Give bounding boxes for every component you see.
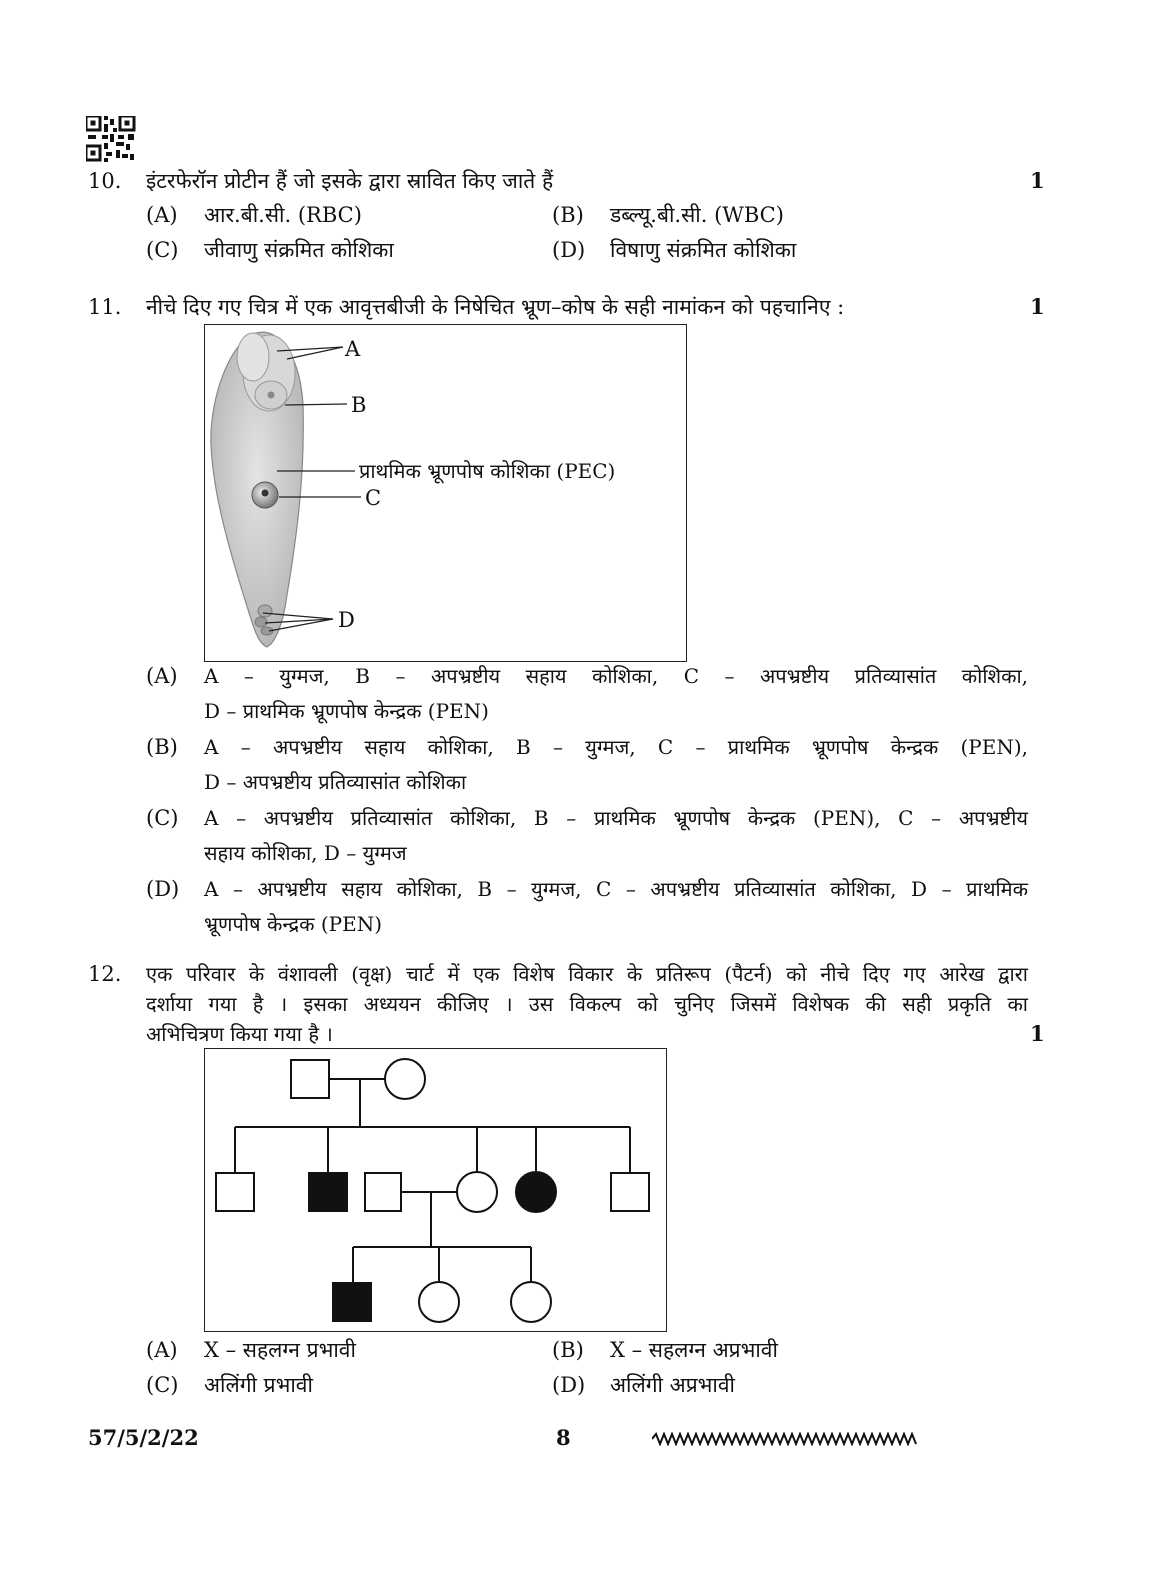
figure-label-d: D <box>338 608 355 632</box>
embryo-sac-figure <box>204 324 687 662</box>
question-10-marks: 1 <box>1030 168 1045 193</box>
daughter-1-carrier-female <box>457 1172 497 1212</box>
pedigree-diagram <box>205 1049 666 1331</box>
son-2-affected-male <box>309 1173 347 1211</box>
option-text: X – सहलग्न अप्रभावी <box>610 1338 778 1362</box>
option-line-1: A – अपभ्रष्टीय प्रतिव्यासांत कोशिका, B – प्राथमिक भ्रूणपोष केन्द्रक (PEN), C – अपभ्रष्टीय <box>204 806 1028 830</box>
qr-code-icon <box>86 116 136 162</box>
option-label: (A) <box>146 664 178 688</box>
son-3-unaffected-male <box>611 1173 649 1211</box>
option-line-2: भ्रूणपोष केन्द्रक (PEN) <box>204 912 383 936</box>
option-text: विषाणु संक्रमित कोशिका <box>610 238 797 262</box>
option-line-2: D – अपभ्रष्टीय प्रतिव्यासांत कोशिका <box>204 770 467 794</box>
question-12-line-2: दर्शाया गया है । इसका अध्ययन कीजिए । उस विकल्प को चुनिए जिसमें विशेषक की सही प्रकृति का <box>146 992 1028 1016</box>
option-label: (C) <box>146 1373 179 1397</box>
q10-option-d <box>552 236 797 264</box>
q12-option-b <box>552 1336 778 1364</box>
option-label: (C) <box>146 238 179 262</box>
q11-option-a <box>146 659 1028 729</box>
option-label: (D) <box>146 877 180 901</box>
q10-option-c <box>146 236 394 264</box>
page-number: 8 <box>556 1425 571 1450</box>
option-line-1: A – अपभ्रष्टीय सहाय कोशिका, B – युग्मज, C – प्राथमिक भ्रूणपोष केन्द्रक (PEN), <box>204 735 1028 759</box>
option-label: (D) <box>552 1373 586 1397</box>
option-line-2: D – प्राथमिक भ्रूणपोष केन्द्रक (PEN) <box>204 699 489 723</box>
option-line-1: A – युग्मज, B – अपभ्रष्टीय सहाय कोशिका, C – अपभ्रष्टीय प्रतिव्यासांत कोशिका, <box>204 664 1028 688</box>
q12-option-d <box>552 1371 735 1399</box>
question-10-number: 10. <box>88 169 122 193</box>
figure-label-pec: प्राथमिक भ्रूणपोष कोशिका (PEC) <box>359 459 616 483</box>
option-text: आर.बी.सी. (RBC) <box>204 203 362 227</box>
question-11-marks: 1 <box>1030 294 1045 319</box>
question-12-number: 12. <box>88 962 122 986</box>
granddaughter-2-unaffected-female <box>511 1282 551 1322</box>
q10-option-b <box>552 201 784 229</box>
daughter-2-affected-female <box>516 1172 556 1212</box>
wavy-line-decoration <box>652 1432 918 1446</box>
grandmother-unaffected-female <box>385 1059 425 1099</box>
option-text: X – सहलग्न प्रभावी <box>204 1338 356 1362</box>
grandson-affected-male <box>333 1283 371 1321</box>
question-12-line-1: एक परिवार के वंशावली (वृक्ष) चार्ट में एक विशेष विकार के प्रतिरूप (पैटर्न) को नीचे दिए गए आरेख द्वारा <box>146 962 1028 986</box>
option-label: (C) <box>146 806 179 830</box>
grandfather-unaffected-male <box>291 1060 329 1098</box>
figure-label-a: A <box>345 337 361 361</box>
option-label: (A) <box>146 1338 178 1362</box>
pedigree-chart <box>204 1048 667 1332</box>
option-label: (B) <box>146 735 178 759</box>
option-label: (B) <box>552 203 584 227</box>
figure-label-c: C <box>365 486 382 510</box>
son-in-law-unaffected-male <box>365 1173 401 1211</box>
embryo-sac-diagram <box>205 325 686 661</box>
option-line-2: सहाय कोशिका, D – युग्मज <box>204 841 407 865</box>
son-1-unaffected-male <box>216 1173 254 1211</box>
option-text: डब्ल्यू.बी.सी. (WBC) <box>610 203 784 227</box>
question-11-text: नीचे दिए गए चित्र में एक आवृत्तबीजी के निषेचित भ्रूण–कोष के सही नामांकन को पहचानिए : <box>146 295 845 319</box>
option-text: जीवाणु संक्रमित कोशिका <box>204 238 394 262</box>
q11-option-d <box>146 872 1028 942</box>
option-label: (D) <box>552 238 586 262</box>
q12-option-a <box>146 1336 356 1364</box>
figure-label-b: B <box>351 393 367 417</box>
question-12-line-3: अभिचित्रण किया गया है । <box>146 1022 333 1046</box>
q12-option-c <box>146 1371 313 1399</box>
question-11-number: 11. <box>88 295 122 319</box>
q11-option-b <box>146 730 1028 800</box>
granddaughter-1-unaffected-female <box>419 1282 459 1322</box>
q11-option-c <box>146 801 1028 871</box>
question-10-text: इंटरफेरॉन प्रोटीन हैं जो इसके द्वारा स्रावित किए जाते हैं <box>146 169 554 193</box>
option-label: (B) <box>552 1338 584 1362</box>
option-text: अलिंगी अप्रभावी <box>610 1373 735 1397</box>
option-line-1: A – अपभ्रष्टीय सहाय कोशिका, B – युग्मज, C – अपभ्रष्टीय प्रतिव्यासांत कोशिका, D – प्राथमिक <box>204 877 1028 901</box>
option-text: अलिंगी प्रभावी <box>204 1373 313 1397</box>
question-12-marks: 1 <box>1030 1021 1045 1046</box>
option-label: (A) <box>146 203 178 227</box>
paper-code: 57/5/2/22 <box>88 1425 199 1450</box>
q10-option-a <box>146 201 362 229</box>
